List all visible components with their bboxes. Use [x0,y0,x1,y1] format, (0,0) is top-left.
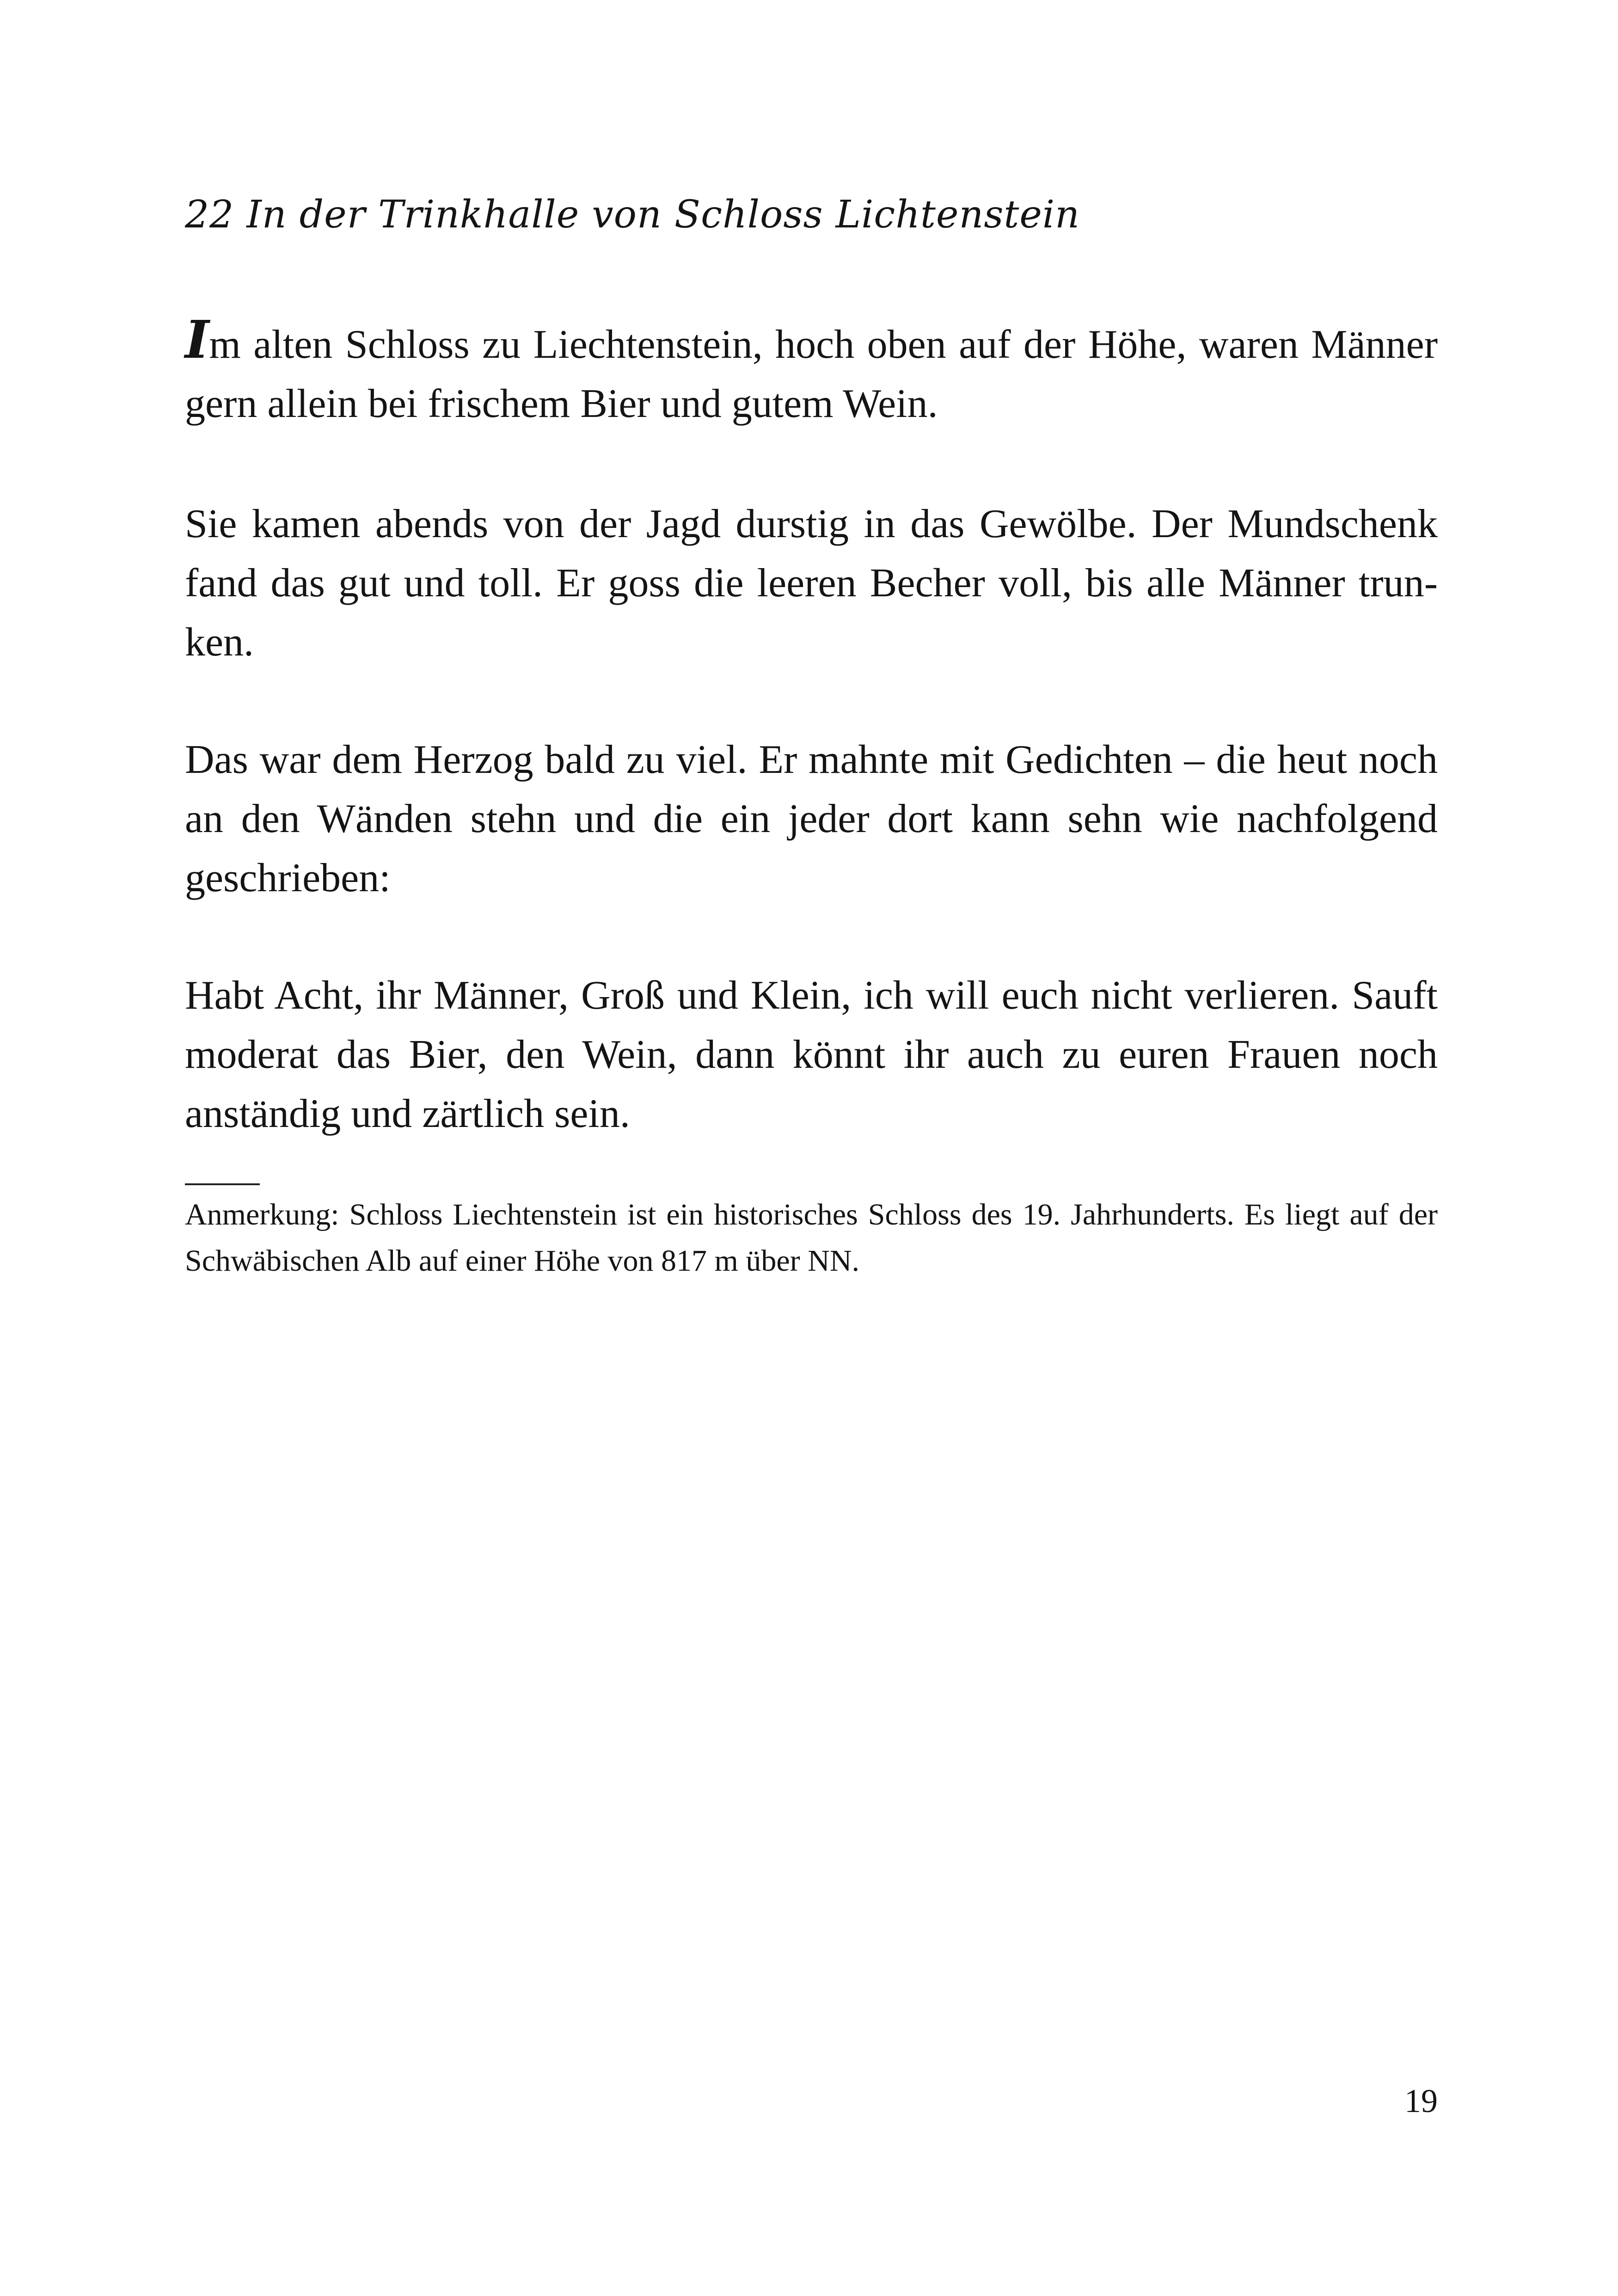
paragraph-1 [185,310,1438,434]
decorative-initial: I [185,310,209,370]
paragraph-2: Sie kamen abends von der Jagd durstig in das Gewölbe. Der Mundschenk fand das gut und toll. Er goss die leeren Becher voll, bis alle Männer trunken. [185,502,1438,665]
book-page [185,0,1438,2296]
paragraph-3: Das war dem Herzog bald zu viel. Er mahnte mit Gedichten – die heut noch an den Wänden stehn und die ein jeder dort kann sehn wie nachfolgend geschrieben: [185,737,1438,900]
paragraph-1-text: m alten Schloss zu Liechtenstein, hoch oben auf der Höhe, waren Männer gern allein bei frischem Bier und gutem Wein. [185,322,1438,426]
paragraph-4: Habt Acht, ihr Männer, Groß und Klein, ich will euch nicht verlieren. Sauft moderat das Bier, den Wein, dann könnt ihr auch zu euren Frauen noch anständig und zärtlich sein. [185,973,1438,1136]
footnote-divider [185,1183,260,1185]
footnote: Anmerkung: Schloss Liechtenstein ist ein historisches Schloss des 19. Jahrhunderts. Es liegt auf der Schwäbischen Alb auf einer Höhe von 817 m über NN. [185,1198,1438,1278]
page-number: 19 [1404,2082,1438,2119]
chapter-title: 22 In der Trinkhalle von Schloss Lichtenstein [185,193,1080,237]
